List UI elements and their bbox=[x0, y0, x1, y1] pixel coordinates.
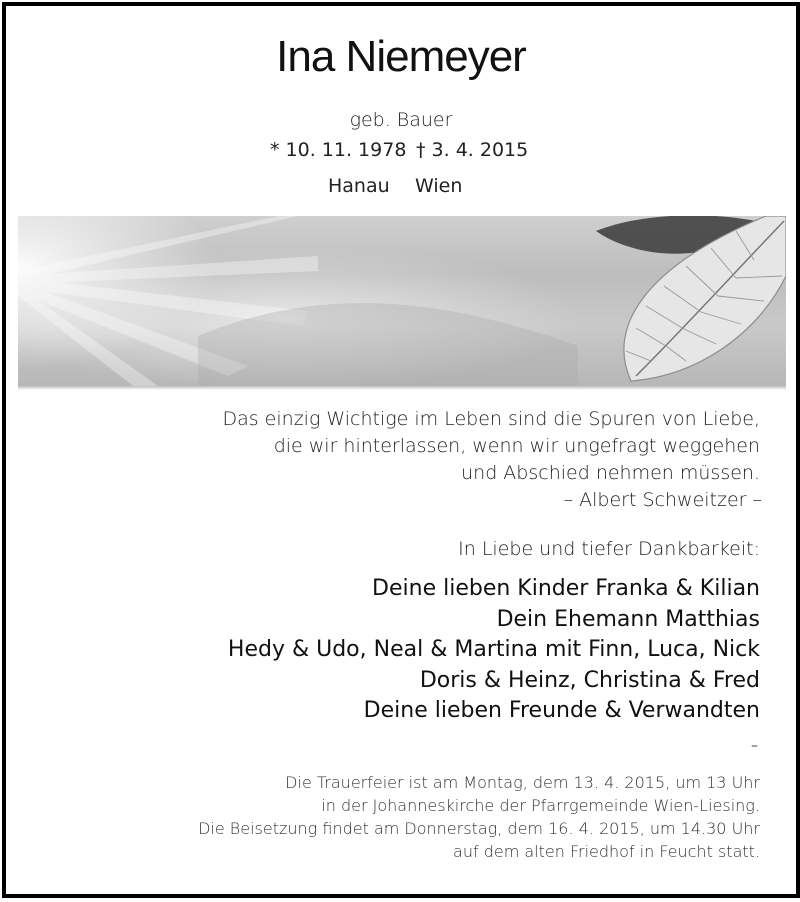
service-line: Die Trauerfeier ist am Montag, dem 13. 4. 2015, um 13 Uhr bbox=[285, 773, 760, 792]
mourner-line: Dein Ehemann Matthias bbox=[496, 606, 760, 632]
leaf-icon bbox=[536, 216, 786, 386]
mourner-line: Doris & Heinz, Christina & Fred bbox=[419, 667, 760, 693]
quote-line: Das einzig Wichtige im Leben sind die Spuren von Liebe, bbox=[222, 408, 760, 430]
mourner-line: Deine lieben Freunde & Verwandten bbox=[363, 698, 760, 723]
quote-line: und Abschied nehmen müssen. bbox=[461, 462, 760, 484]
death-place: Wien bbox=[415, 175, 463, 197]
mourner-line: Deine lieben Kinder Franka & Kilian bbox=[372, 576, 760, 601]
birth-place: Hanau bbox=[328, 175, 390, 197]
memorial-banner-image bbox=[18, 216, 786, 386]
service-line: Die Beisetzung findet am Donnerstag, dem 16. 4. 2015, um 14.30 Uhr bbox=[198, 819, 760, 838]
separator-dash: – bbox=[751, 738, 758, 754]
obituary-notice bbox=[2, 2, 800, 898]
maiden-name: geb. Bauer bbox=[349, 109, 453, 131]
service-line: auf dem alten Friedhof in Feucht statt. bbox=[453, 842, 760, 861]
quote-line: die wir hinterlassen, wenn wir ungefragt weggehen bbox=[273, 435, 760, 457]
deceased-name: Ina Niemeyer bbox=[276, 32, 526, 81]
mourner-line: Hedy & Udo, Neal & Martina mit Finn, Luca, Nick bbox=[227, 637, 760, 662]
banner-shadow bbox=[18, 386, 786, 390]
mourners-list bbox=[228, 574, 760, 727]
memorial-quote bbox=[222, 406, 760, 514]
service-line: in der Johanneskirche der Pfarrgemeinde Wien-Liesing. bbox=[321, 796, 760, 815]
quote-author: – Albert Schweitzer – bbox=[563, 489, 762, 511]
death-date: † 3. 4. 2015 bbox=[416, 139, 529, 161]
birth-date: * 10. 11. 1978 bbox=[270, 139, 407, 161]
service-details bbox=[198, 771, 760, 863]
gratitude-line: In Liebe und tiefer Dankbarkeit: bbox=[458, 538, 760, 560]
